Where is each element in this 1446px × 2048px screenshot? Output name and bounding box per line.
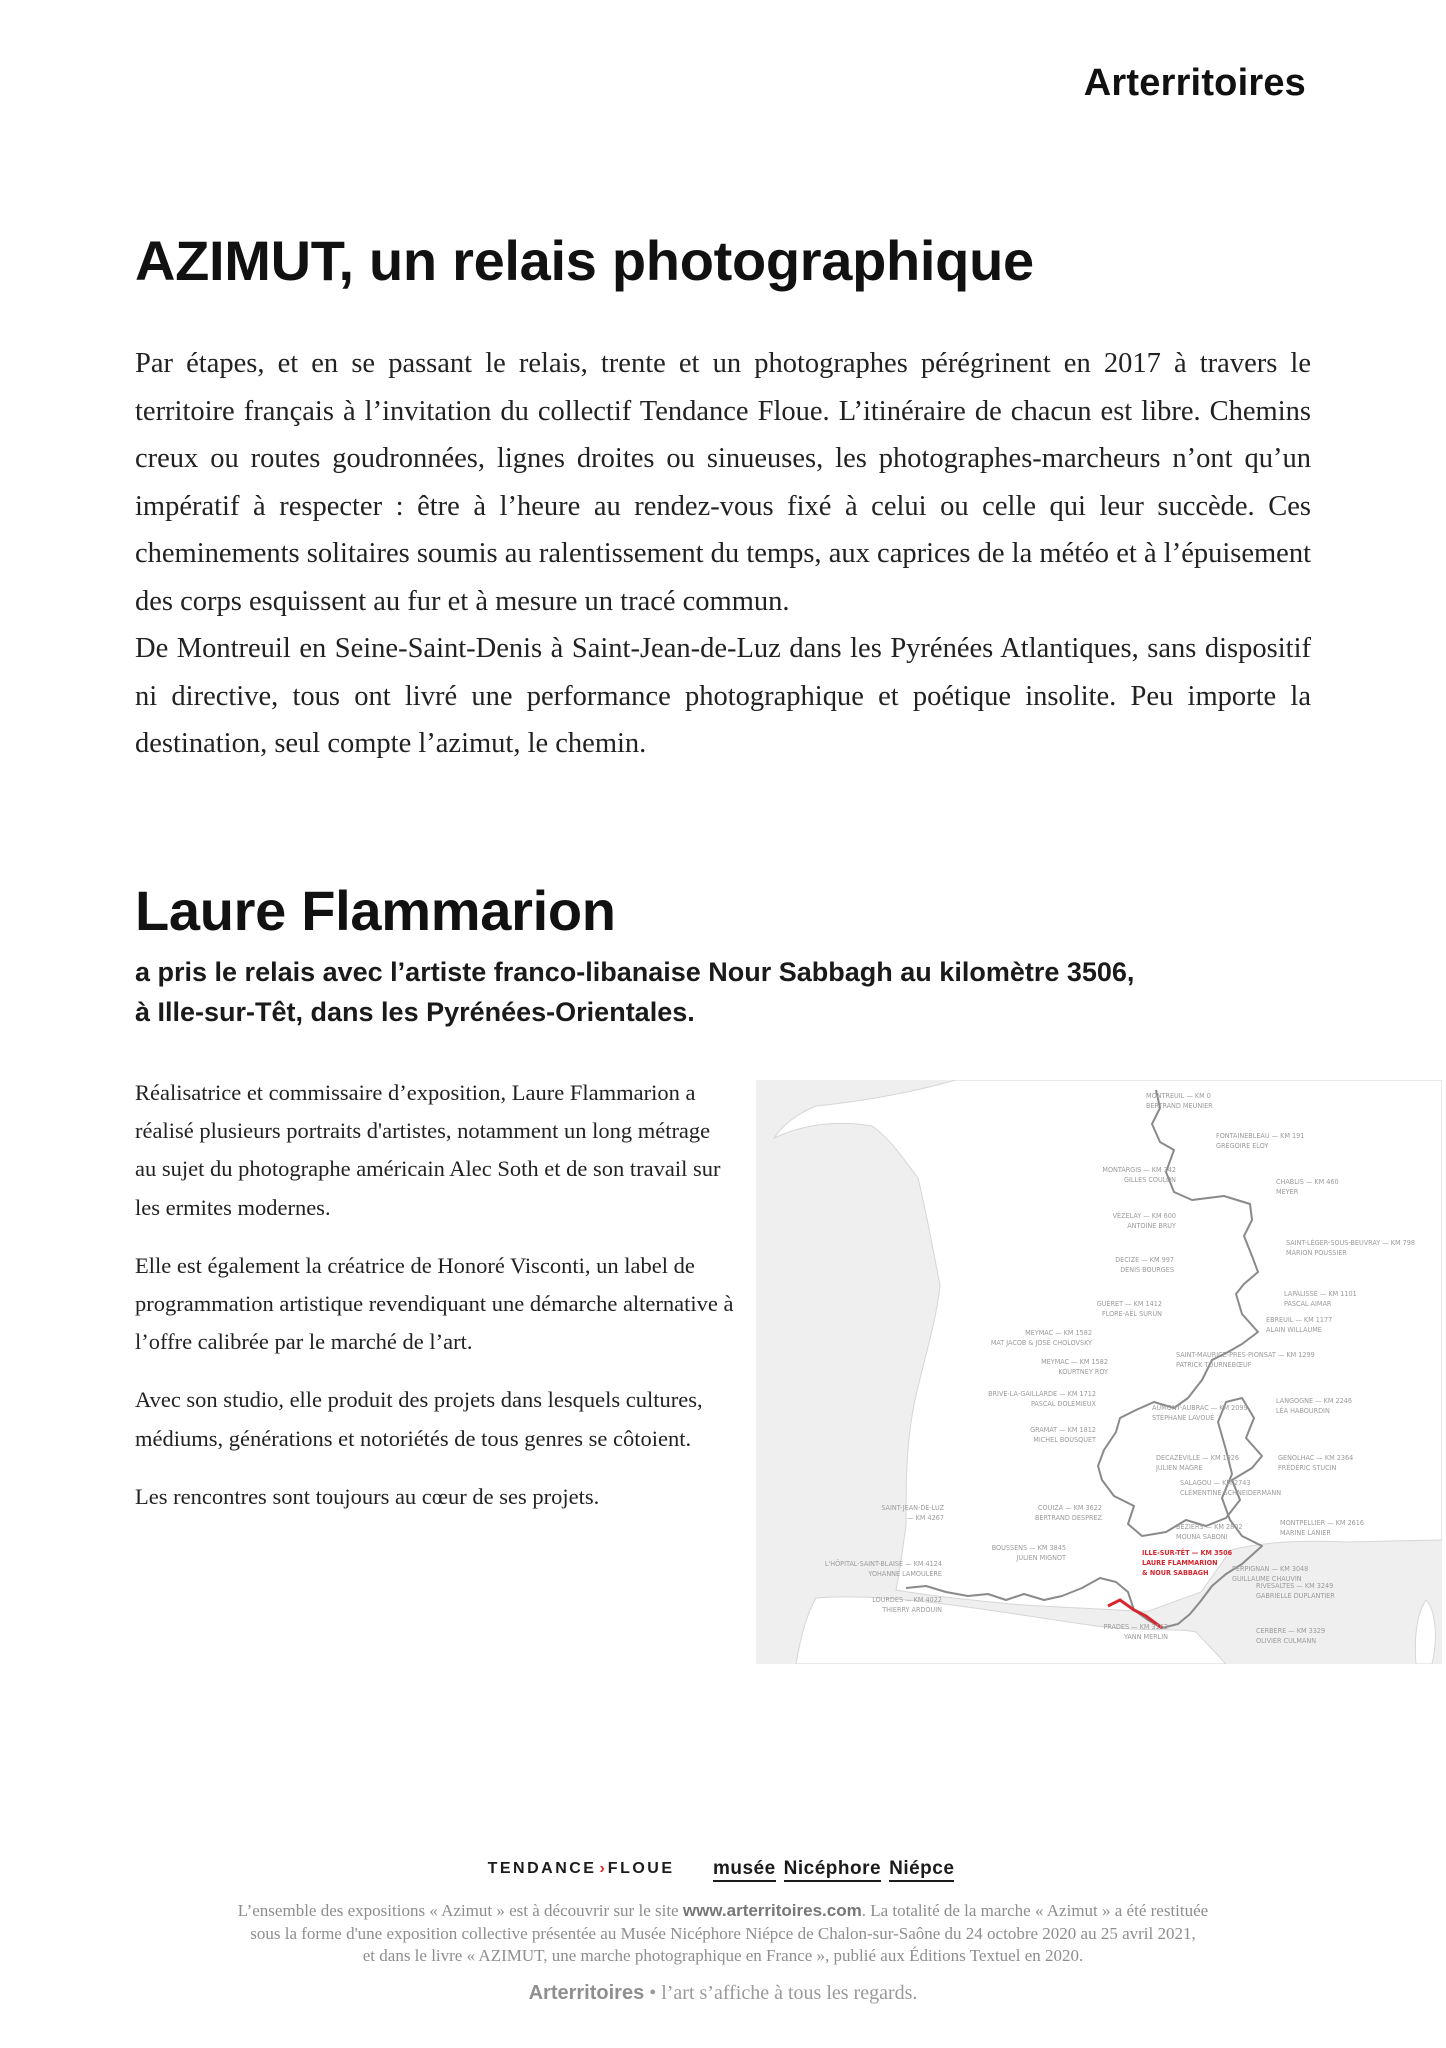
- artist-subtitle-line: à Ille-sur-Têt, dans les Pyrénées-Orientales.: [135, 997, 695, 1027]
- map-stage-photographer: ANTOINE BRUY: [1127, 1221, 1176, 1230]
- map-stage-km: LAPALISSE — KM 1101: [1284, 1289, 1357, 1298]
- map-stage-km: BÉZIERS — KM 2802: [1176, 1522, 1243, 1531]
- map-stage-photographer: THIERRY ARDOUIN: [882, 1605, 942, 1614]
- map-stage-km: GUÉRET — KM 1412: [1096, 1299, 1162, 1308]
- logo-tendance-text: TENDANCE: [487, 1860, 597, 1877]
- map-stage-km: MEYMAC — KM 1582: [1041, 1357, 1108, 1366]
- map-stage-label: [1097, 1299, 1162, 1318]
- map-stage-photographer: ALAIN WILLAUME: [1266, 1325, 1322, 1334]
- map-stage-photographer: MICHEL BOUSQUET: [1033, 1435, 1096, 1444]
- map-stage-label: [1035, 1503, 1103, 1522]
- footer-line: sous la forme d'une exposition collective présentée au Musée Nicéphore Niépce de Chalon-sur-Saône du 24 octobre 2020 au 25 avril 2021,: [250, 1923, 1196, 1943]
- map-stage-km: PERPIGNAN — KM 3048: [1232, 1564, 1309, 1573]
- tagline-text: • l’art s’affiche à tous les regards.: [644, 1982, 918, 2004]
- map-stage-photographer: FLORE-AËL SURUN: [1102, 1309, 1162, 1318]
- map-stage-photographer: GABRIELLE DUPLANTIER: [1256, 1591, 1335, 1600]
- map-stage-km: LOURDES — KM 4022: [872, 1595, 942, 1604]
- map-stage-photographer: GRÉGOIRE ELOY: [1216, 1141, 1269, 1150]
- bio-paragraph: Avec son studio, elle produit des projets dans lesquels cultures, médiums, générations et notoriétés de tous genres se côtoient.: [135, 1387, 703, 1451]
- artist-subtitle-line: a pris le relais avec l’artiste franco-libanaise Nour Sabbagh au kilomètre 3506,: [135, 957, 1135, 987]
- map-stage-km: RIVESALTES — KM 3249: [1256, 1581, 1334, 1590]
- map-stage-photographer: CLÉMENTINE SCHNEIDERMANN: [1180, 1488, 1282, 1497]
- map-stage-photographer: JULIEN MIGNOT: [1016, 1553, 1066, 1562]
- map-stage-label: [1115, 1255, 1174, 1274]
- map-stage-km: AUMONT-AUBRAC — KM 2099: [1152, 1403, 1248, 1412]
- musee-niepce-logo: [709, 1858, 958, 1880]
- map-stage-km: DECAZEVILLE — KM 1926: [1156, 1453, 1240, 1462]
- map-stage-photographer: GILLES COULON: [1124, 1175, 1176, 1184]
- map-stage-label: [1256, 1626, 1325, 1645]
- chevron-right-icon: ›: [599, 1860, 605, 1877]
- artist-bio: [135, 1074, 735, 1536]
- intro-text: [135, 340, 1311, 768]
- map-stage-km: COUIZA — KM 3622: [1038, 1503, 1102, 1512]
- map-stage-photographer: LÉA HABOURDIN: [1276, 1406, 1330, 1415]
- map-stage-photographer: & NOUR SABBAGH: [1142, 1568, 1209, 1577]
- map-stage-km: LANGOGNE — KM 2246: [1276, 1396, 1352, 1405]
- map-stage-km: DECIZE — KM 997: [1115, 1255, 1174, 1264]
- map-stage-photographer: MAT JACOB & JOSÉ CHOLOVSKY: [990, 1338, 1092, 1347]
- map-stage-km: SAINT-MAURICE-PRES-PIONSAT — KM 1299: [1176, 1350, 1315, 1359]
- artist-subtitle: [135, 952, 1315, 1032]
- map-stage-km: SAINT-JEAN-DE-LUZ: [881, 1503, 944, 1512]
- map-stage-km: MONTARGIS — KM 342: [1102, 1165, 1176, 1174]
- map-stage-photographer: PATRICK TOURNEBŒUF: [1176, 1360, 1252, 1369]
- map-stage-photographer: GUILLAUME CHAUVIN: [1232, 1574, 1302, 1583]
- footer-line: et dans le livre « AZIMUT, une marche photographique en France », publié aux Éditions Textuel en 2020.: [362, 1946, 1084, 1965]
- logo-musee-word: Niépce: [889, 1858, 954, 1882]
- website-link[interactable]: www.arterritoires.com: [682, 1901, 862, 1920]
- map-stage-km: CHABLIS — KM 460: [1276, 1177, 1339, 1186]
- bio-paragraph: Les rencontres sont toujours au cœur de ses projets.: [135, 1483, 600, 1509]
- map-stage-km: L'HÔPITAL-SAINT-BLAISE — KM 4124: [824, 1559, 942, 1568]
- map-stage-photographer: LAURE FLAMMARION: [1142, 1558, 1218, 1567]
- map-stage-photographer: FRÉDÉRIC STUCIN: [1278, 1463, 1337, 1472]
- map-stage-photographer: BERTRAND DESPREZ: [1034, 1513, 1102, 1522]
- map-stage-km: GENOLHAC — KM 2364: [1278, 1453, 1354, 1462]
- map-stage-km: FONTAINEBLEAU — KM 191: [1216, 1131, 1305, 1140]
- partner-logos: [0, 1858, 1446, 1880]
- intro-paragraph: Par étapes, et en se passant le relais, trente et un photographes pérégrinent en 2017 à travers le territoire français à l’invitation du collectif Tendance Floue. L’itinéraire de chacun est libre. Chemins creux ou routes goudronnées, lignes droites ou sinueuses, les photographes-marcheurs n’ont qu’un impératif à respecter : être à l’heure au rendez-vous fixé à celui ou celle qui leur succède. Ces cheminements solitaires soumis au ralentissement du temps, aux caprices de la météo et à l’épuisement des corps esquissent au fur et à mesure un tracé commun.: [135, 348, 1311, 617]
- intro-paragraph: De Montreuil en Seine-Saint-Denis à Saint-Jean-de-Luz dans les Pyrénées Atlantiques, sans dispositif ni directive, tous ont livré une performance photographique et poétique insolite. Peu importe la destination, seul compte l’azimut, le chemin.: [135, 633, 1311, 759]
- map-stage-photographer: DENIS BOURGES: [1120, 1265, 1174, 1274]
- map-stage-km: CERBERE — KM 3329: [1256, 1626, 1326, 1635]
- map-stage-photographer: MOUNA SABONI: [1176, 1532, 1228, 1541]
- map-stage-label: [1030, 1425, 1096, 1444]
- map-stage-km: VÉZELAY — KM 600: [1112, 1211, 1176, 1220]
- map-stage-label: [872, 1595, 942, 1614]
- map-stage-photographer: MARINE LANIER: [1280, 1528, 1331, 1537]
- map-stage-km: SALAGOU — KM 2743: [1180, 1478, 1251, 1487]
- map-stage-photographer: OLIVIER CULMANN: [1256, 1636, 1317, 1645]
- map-stage-km: MEYMAC — KM 1582: [1025, 1328, 1092, 1337]
- map-stage-photographer: MARION POUSSIER: [1286, 1248, 1347, 1257]
- map-stage-km: BOUSSENS — KM 3845: [991, 1543, 1066, 1552]
- footer-text: [120, 1900, 1326, 1968]
- map-stage-label: [1146, 1091, 1213, 1110]
- footer-tagline: [0, 1982, 1446, 2005]
- map-stage-photographer: YOHANNE LAMOULÈRE: [868, 1569, 942, 1578]
- section-title-azimut: AZIMUT, un relais photographique: [135, 229, 1034, 292]
- route-map-svg: [756, 1080, 1442, 1664]
- tendance-floue-logo: [488, 1860, 675, 1878]
- bio-paragraph: Elle est également la créatrice de Honoré Visconti, un label de programmation artistique revendiquant une démarche alternative à l’offre calibrée par le marché de l’art.: [135, 1252, 734, 1355]
- map-stage-photographer: PASCAL AIMAR: [1284, 1299, 1332, 1308]
- map-stage-km: EBREUIL — KM 1177: [1266, 1315, 1333, 1324]
- map-stage-photographer: YANN MERLIN: [1123, 1632, 1168, 1641]
- map-stage-km: SAINT-LÉGER-SOUS-BEUVRAY — KM 798: [1286, 1238, 1415, 1247]
- map-stage-photographer: JULIEN MAGRE: [1156, 1463, 1203, 1472]
- map-stage-photographer: BERTRAND MEUNIER: [1146, 1101, 1213, 1110]
- logo-floue-text: FLOUE: [607, 1860, 675, 1877]
- map-stage-photographer: KOURTNEY ROY: [1058, 1367, 1108, 1376]
- footer-line: [120, 1900, 1326, 1923]
- map-stage-photographer: MEYER: [1276, 1187, 1299, 1196]
- footer-line-part: L’ensemble des expositions « Azimut » est à découvrir sur le site: [237, 1901, 683, 1920]
- section-title-artist: Laure Flammarion: [135, 879, 616, 942]
- tagline-brand: Arterritoires: [528, 1982, 645, 2004]
- map-stage-km: BRIVE-LA-GAILLARDE — KM 1712: [988, 1389, 1096, 1398]
- map-stage-photographer: PASCAL DOLÉMIEUX: [1030, 1399, 1096, 1408]
- logo-musee-word: Nicéphore: [784, 1858, 881, 1882]
- route-map: [756, 1080, 1442, 1664]
- logo-musee-word: musée: [713, 1858, 776, 1882]
- map-stage-km: GRAMAT — KM 1812: [1030, 1425, 1096, 1434]
- bio-paragraph: Réalisatrice et commissaire d’exposition, Laure Flammarion a réalisé plusieurs portraits d'artistes, notamment un long métrage au sujet du photographe américain Alec Soth et de son travail sur les ermites modernes.: [135, 1080, 721, 1220]
- map-stage-km: MONTPELLIER — KM 2616: [1280, 1518, 1365, 1527]
- footer-line-part: . La totalité de la marche « Azimut » a été restituée: [861, 1901, 1209, 1920]
- map-stage-km: PRADES — KM 3163: [1103, 1622, 1168, 1631]
- map-stage-label: [1256, 1581, 1335, 1600]
- map-stage-km: MONTREUIL — KM 0: [1146, 1091, 1211, 1100]
- map-stage-photographer: — KM 4267: [907, 1513, 944, 1522]
- map-stage-km: ILLE-SUR-TÊT — KM 3506: [1142, 1548, 1233, 1557]
- header-brand: Arterritoires: [1083, 62, 1306, 104]
- map-stage-photographer: STÉPHANE LAVOUÉ: [1152, 1413, 1215, 1422]
